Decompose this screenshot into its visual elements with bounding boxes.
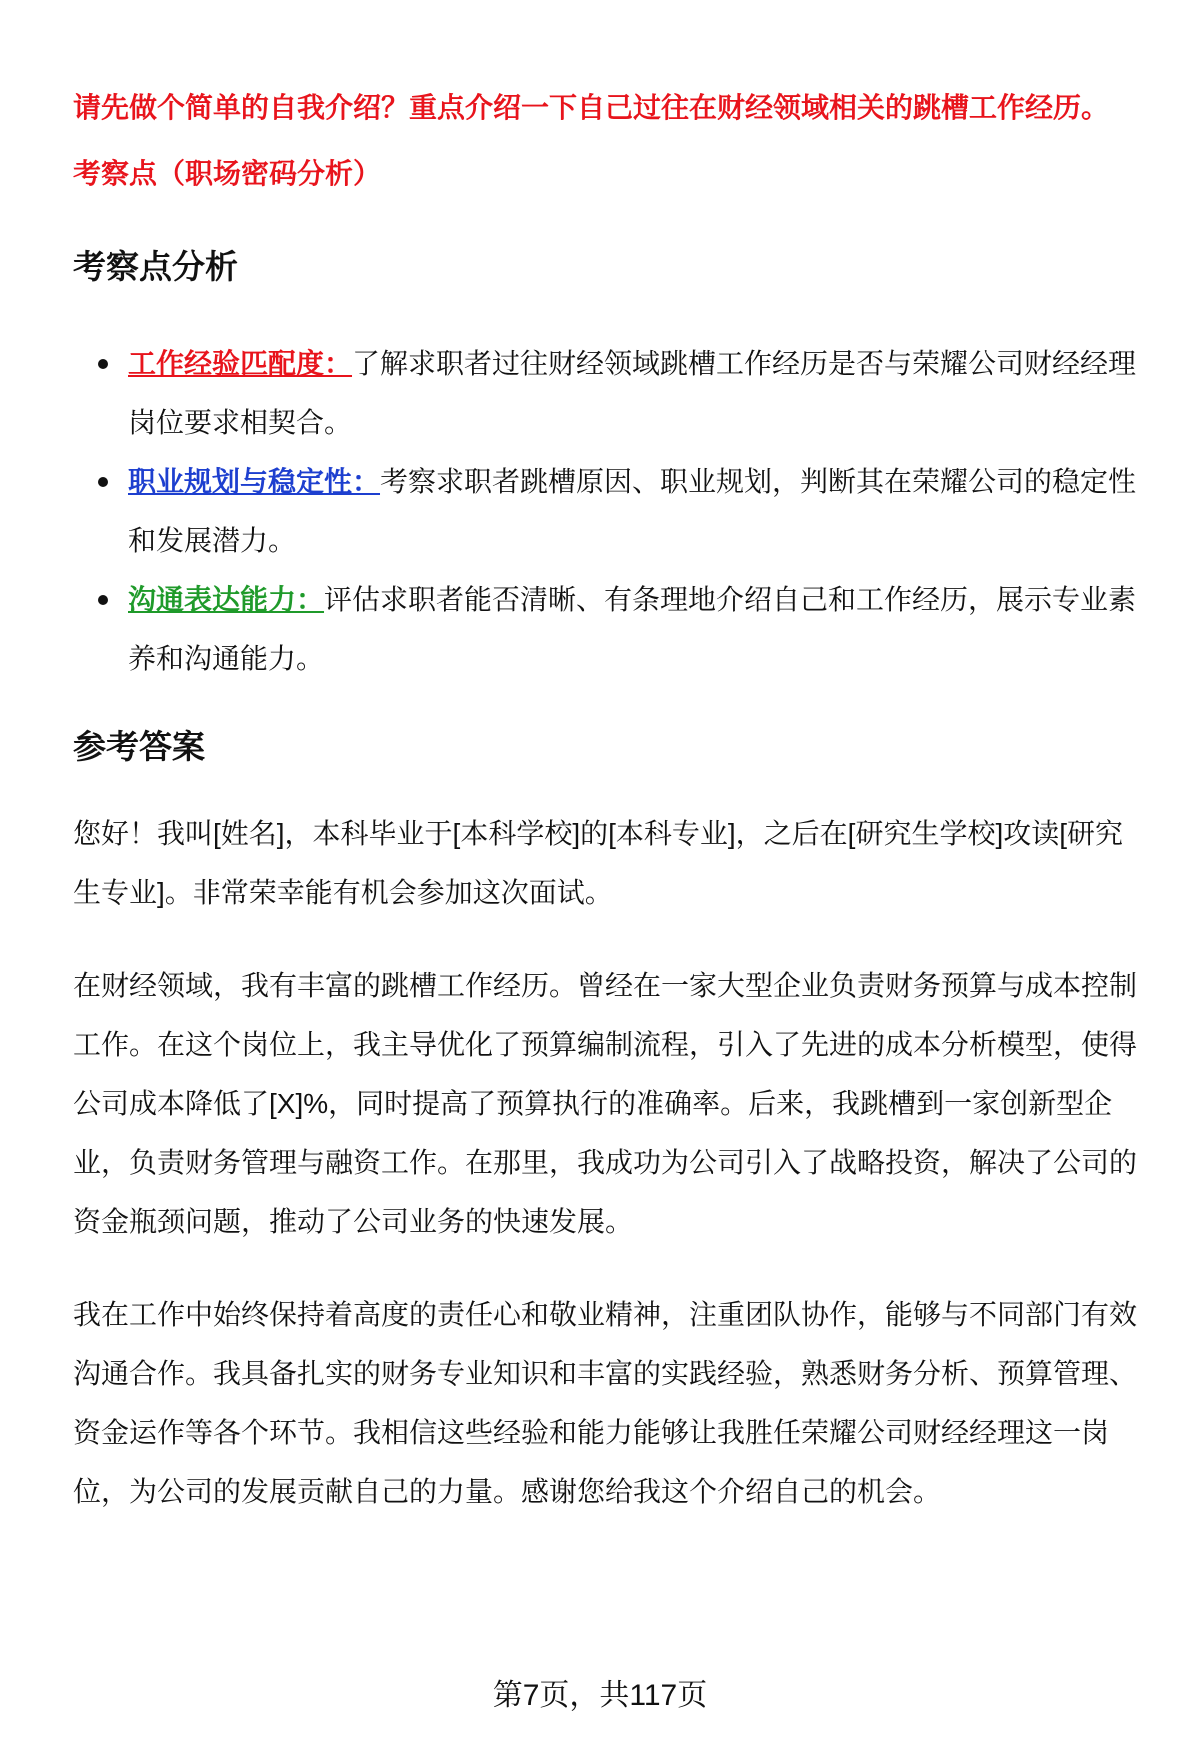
analysis-heading: 考察点分析 [73,248,238,285]
list-item [128,452,1148,570]
answer-paragraph: 您好！我叫[姓名]，本科毕业于[本科学校]的[本科专业]，之后在[研究生学校]攻读[研究生专业]。非常荣幸能有机会参加这次面试。 [73,818,1124,908]
answer-paragraph: 在财经领域，我有丰富的跳槽工作经历。曾经在一家大型企业负责财务预算与成本控制工作。在这个岗位上，我主导优化了预算编制流程，引入了先进的成本分析模型，使得公司成本降低了[X]%，同时提高了预算执行的准确率。后来，我跳槽到一家创新型企业，负责财务管理与融资工作。在那里，我成功为公司引入了战略投资，解决了公司的资金瓶颈问题，推动了公司业务的快速发展。 [73,970,1138,1237]
list-item [128,570,1148,688]
bullet-icon [98,359,108,369]
page-number: 第7页，共117页 [492,1679,708,1712]
answer-heading: 参考答案 [73,728,205,765]
analysis-list [73,334,1148,688]
list-item [128,334,1148,452]
item-text: 考察求职者跳槽原因、职业规划，判断其在荣耀公司的稳定性和发展潜力。 [128,466,1137,556]
item-key: 职业规划与稳定性： [128,466,381,497]
point-label: 考察点（职场密码分析） [73,158,382,189]
answer-paragraph: 我在工作中始终保持着高度的责任心和敬业精神，注重团队协作，能够与不同部门有效沟通合作。我具备扎实的财务专业知识和丰富的实践经验，熟悉财务分析、预算管理、资金运作等各个环节。我相信这些经验和能力能够让我胜任荣耀公司财经经理这一岗位，为公司的发展贡献自己的力量。感谢您给我这个介绍自己的机会。 [73,1299,1138,1507]
item-text: 评估求职者能否清晰、有条理地介绍自己和工作经历，展示专业素养和沟通能力。 [128,584,1137,674]
item-key: 沟通表达能力： [128,584,325,615]
bullet-icon [98,595,108,605]
bullet-icon [98,477,108,487]
item-key: 工作经验匹配度： [128,348,353,379]
item-text: 了解求职者过往财经领域跳槽工作经历是否与荣耀公司财经经理岗位要求相契合。 [128,348,1137,438]
question-title: 请先做个简单的自我介绍？重点介绍一下自己过往在财经领域相关的跳槽工作经历。 [73,92,1110,123]
document-page [73,88,1148,1521]
